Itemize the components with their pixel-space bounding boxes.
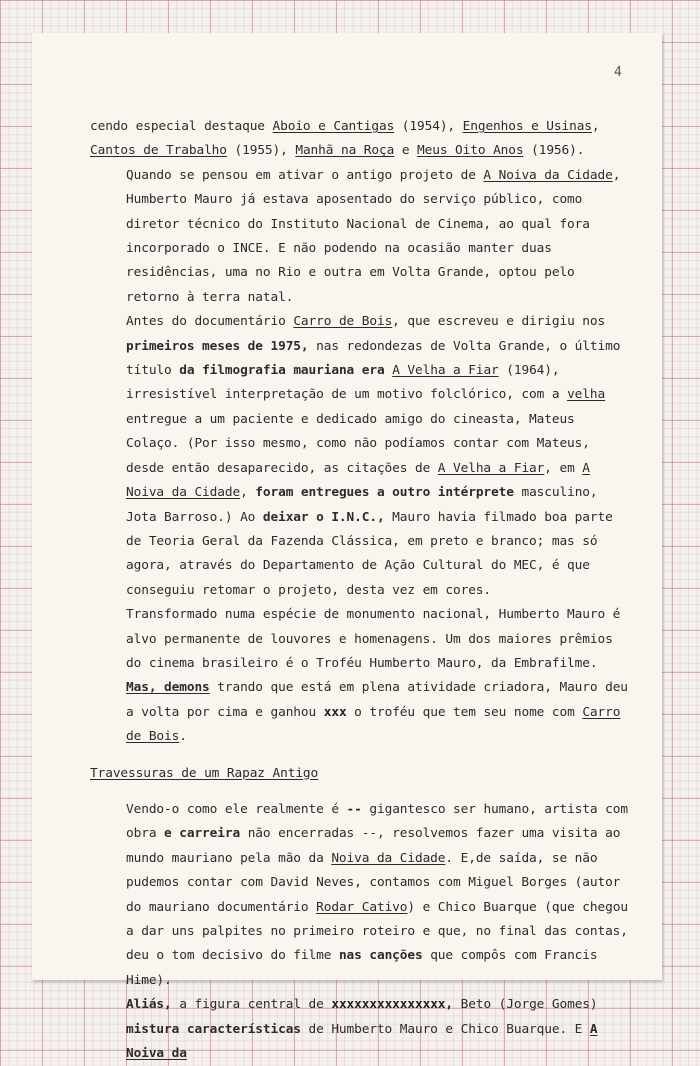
film-title: Cantos de Trabalho: [90, 143, 227, 159]
paragraph-carro-de-bois: Antes do documentário Carro de Bois, que escreveu e dirigiu nos primeiros meses de 1975, nas redondezas de Volta Grande, o último título da filmografia mauriana era A Velha a Fiar (1964), irresistível interpretação de um motivo folclórico, com a velha entregue a um paciente e dedicado amigo do cineasta, Mateus Colaço. (Por isso mesmo, como não podíamos contar com Mateus, desde então desaparecido, as citações de A Velha a Fiar, em A Noiva da Cidade, foram entregues a outro intérprete masculino, Jota Barroso.) Ao deixar o I.N.C., Mauro havia filmado boa parte de Teoria Geral da Fazenda Clássica, em preto e branco; mas só agora, através do Departamento de Ação Cultural do MEC, é que conseguiu retomar o projeto, desta vez em cores.: [126, 314, 621, 598]
film-title: Carro de Bois: [293, 314, 393, 330]
paragraph-noiva-project: Quando se pensou em ativar o antigo projeto de A Noiva da Cidade, Humberto Mauro já estava aposentado do serviço público, como diretor técnico do Instituto Nacional de Cinema, ao qual fora incorporado o INCE. E não podendo na ocasião manter duas residências, uma no Rio e outra em Volta Grande, optou pelo retorno à terra natal.: [126, 167, 621, 305]
film-title: A Noiva da: [126, 1021, 598, 1062]
film-title: A Noiva da Cidade: [126, 460, 590, 501]
document-page: [32, 33, 662, 1062]
film-title: Rodar Cativo: [316, 899, 408, 915]
film-title: Manhã na Roça: [295, 143, 395, 159]
struck-out-text: xxxxxxxxxxxxxxx,: [331, 997, 454, 1013]
film-title: A Noiva da Cidade: [483, 167, 613, 183]
film-title: Noiva da Cidade: [331, 850, 446, 866]
section-gap: [90, 786, 630, 798]
typed-text-body: [90, 115, 630, 1066]
film-title: A Velha a Fiar: [437, 460, 545, 476]
paragraph-film-list: cendo especial destaque Aboio e Cantigas (1954), Engenhos e Usinas, Cantos de Trabalho (1955), Manhã na Roça e Meus Oito Anos (1956).: [90, 119, 600, 159]
paragraph-monumento: Transformado numa espécie de monumento nacional, Humberto Mauro é alvo permanente de louvores e homenagens. Um dos maiores prêmios do cinema brasileiro é o Troféu Humberto Mauro, da Embrafilme. Mas, demons trando que está em plena atividade criadora, Mauro deu a volta por cima e ganhou xxx o troféu que tem seu nome com Carro de Bois.: [126, 607, 628, 745]
section-title: Travessuras de um Rapaz Antigo: [90, 765, 319, 781]
film-title: A Velha a Fiar: [392, 363, 499, 379]
film-title: Meus Oito Anos: [417, 143, 524, 159]
film-title: Engenhos e Usinas: [462, 119, 592, 134]
underlined-word: velha: [567, 387, 606, 403]
paragraph-figura-central: Aliás, a figura central de xxxxxxxxxxxxxxx, Beto (Jorge Gomes) mistura características de Humberto Mauro e Chico Buarque. E A Noiva da: [126, 997, 598, 1062]
film-title: Aboio e Cantigas: [272, 119, 395, 134]
struck-out-text: xxx: [323, 704, 347, 720]
paragraph-visita: Vendo-o como ele realmente é -- gigantesco ser humano, artista com obra e carreira não encerradas --, resolvemos fazer uma visita ao mundo mauriano pela mão da Noiva da Cidade. E,de saída, se não pudemos contar com David Neves, contamos com Miguel Borges (autor do mauriano documentário Rodar Cativo) e Chico Buarque (que chegou a dar uns palpites no primeiro roteiro e que, no final das contas, deu o tom decisivo do filme nas canções que compôs com Francis Hime).: [126, 801, 628, 988]
page-number: 4: [614, 65, 622, 80]
section-gap: [90, 750, 630, 762]
film-title: Carro de Bois: [126, 704, 621, 745]
